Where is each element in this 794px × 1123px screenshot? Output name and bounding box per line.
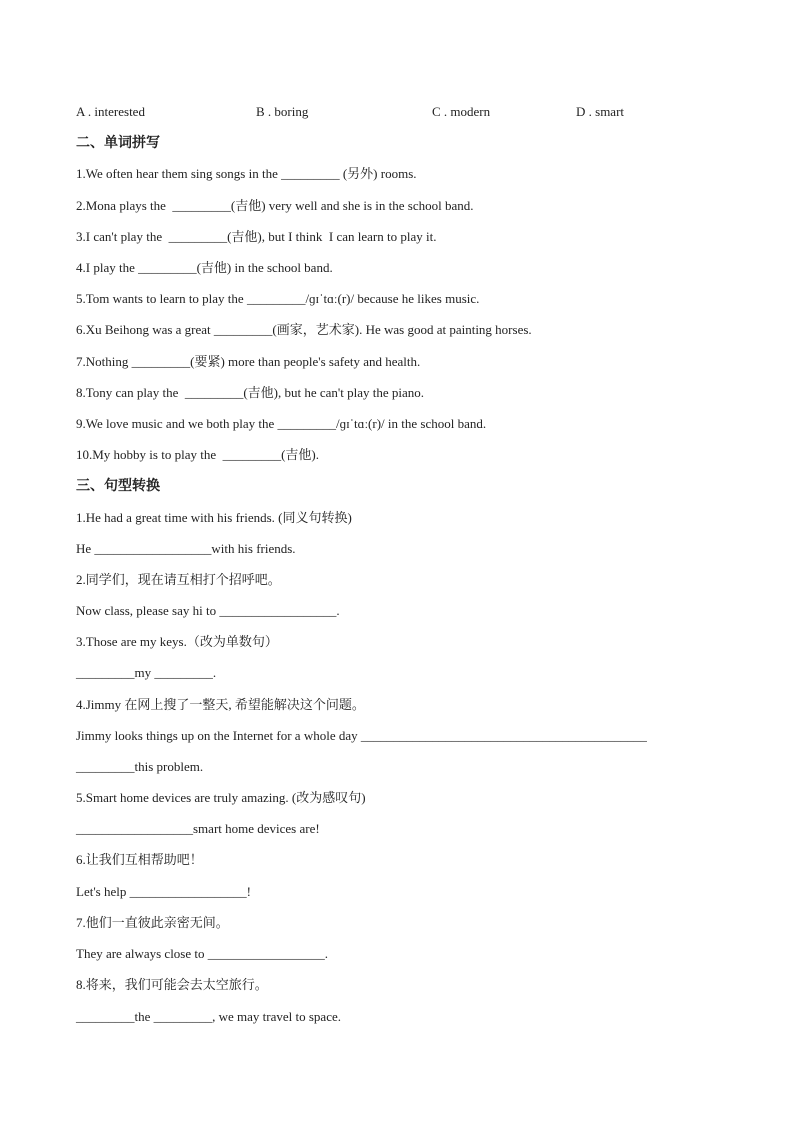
option-b: B . boring: [256, 104, 309, 119]
question-prompt: 8.将来，我们可能会去太空旅行。: [76, 977, 268, 992]
option-a: A . interested: [76, 104, 145, 119]
answer-line: They are always close to __________________.: [76, 946, 329, 961]
answer-line: He __________________with his friends.: [76, 541, 296, 556]
answer-line: __________________smart home devices are!: [76, 821, 320, 836]
question-item: 8.Tony can play the _________(吉他), but he can't play the piano.: [76, 385, 425, 400]
question-item: 3.I can't play the _________(吉他), but I think I can learn to play it.: [76, 229, 437, 244]
question-prompt: 5.Smart home devices are truly amazing. (改为感叹句): [76, 790, 366, 805]
answer-line: _________my _________.: [76, 665, 217, 680]
question-item: 5.Tom wants to learn to play the _________/ɡɪˈtɑː(r)/ because he likes music.: [76, 291, 480, 306]
question-prompt: 7.他们一直彼此亲密无间。: [76, 915, 229, 930]
question-prompt: 6.让我们互相帮助吧！: [76, 852, 203, 867]
section-heading-sentence-transform: 三、句型转换: [76, 478, 160, 494]
answer-line: _________this problem.: [76, 759, 204, 774]
question-item: 2.Mona plays the _________(吉他) very well and she is in the school band.: [76, 198, 474, 213]
question-item: 4.I play the _________(吉他) in the school band.: [76, 260, 333, 275]
section-heading-spelling: 二、单词拼写: [76, 135, 160, 151]
question-item: 10.My hobby is to play the _________(吉他).: [76, 447, 320, 462]
answer-line: _________the _________, we may travel to space.: [76, 1009, 341, 1024]
question-item: 6.Xu Beihong was a great _________(画家，艺术家). He was good at painting horses.: [76, 322, 532, 337]
option-c: C . modern: [432, 104, 491, 119]
question-item: 7.Nothing _________(要紧) more than people's safety and health.: [76, 354, 421, 369]
question-prompt: 4.Jimmy 在网上搜了一整天, 希望能解决这个问题。: [76, 697, 365, 712]
answer-line: Jimmy looks things up on the Internet for a whole day ____________________________________________: [76, 728, 647, 743]
question-prompt: 1.He had a great time with his friends. (同义句转换): [76, 510, 352, 525]
question-prompt: 3.Those are my keys.（改为单数句）: [76, 634, 278, 649]
question-item: 1.We often hear them sing songs in the _________ (另外) rooms.: [76, 166, 417, 181]
question-item: 9.We love music and we both play the _________/ɡɪˈtɑː(r)/ in the school band.: [76, 416, 487, 431]
question-prompt: 2.同学们，现在请互相打个招呼吧。: [76, 572, 281, 587]
answer-line: Let's help __________________!: [76, 884, 251, 899]
option-d: D . smart: [576, 104, 625, 119]
answer-line: Now class, please say hi to __________________.: [76, 603, 340, 618]
